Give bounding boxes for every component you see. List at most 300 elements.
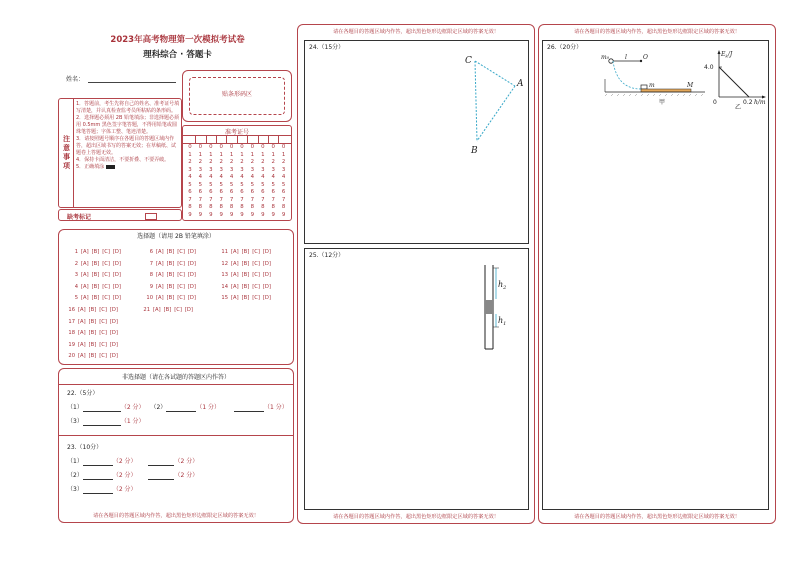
- label-o: O: [643, 54, 648, 61]
- question-number: 16: [68, 307, 75, 313]
- filled-sample-icon: [106, 165, 115, 169]
- exam-id-digit-bubble[interactable]: 9: [271, 211, 275, 218]
- question-number: 14: [221, 283, 228, 290]
- question-number: 7: [149, 260, 153, 267]
- question-number: 12: [221, 260, 228, 267]
- x-origin-label: 0: [713, 99, 717, 106]
- answer-bubble[interactable]: [D]: [187, 283, 196, 290]
- label-m: m: [649, 82, 655, 89]
- q22-blank[interactable]: [83, 405, 121, 412]
- barcode-area: [182, 70, 292, 122]
- answer-bubble[interactable]: [B]: [88, 318, 97, 325]
- question-number: 2: [74, 260, 78, 267]
- answer-bubble[interactable]: [B]: [91, 295, 100, 301]
- q22-blank[interactable]: [234, 405, 264, 412]
- answer-bubble[interactable]: [C]: [177, 283, 185, 290]
- answer-bubble[interactable]: [B]: [88, 341, 97, 348]
- swing-arc: [613, 61, 641, 89]
- answer-bubble[interactable]: [C]: [177, 272, 185, 278]
- choice-question-row: [66, 342, 118, 348]
- choice-question-row: [144, 261, 196, 267]
- answer-bubble[interactable]: [C]: [102, 295, 110, 301]
- answer-bubble[interactable]: [C]: [99, 307, 107, 313]
- question-number: 10: [146, 295, 153, 301]
- exam-id-digit-bubble[interactable]: 6: [250, 189, 255, 195]
- answer-bubble[interactable]: [C]: [174, 307, 182, 313]
- notice-item: 3．请按照题号顺序在各题目的答题区域内作答，超出区域书写的答案无效；在草稿纸、试题卷上答题无效。: [76, 136, 177, 156]
- answer-bubble[interactable]: [A]: [81, 272, 89, 278]
- exam-id-digit-bubble[interactable]: 6: [219, 189, 223, 195]
- answer-bubble[interactable]: [C]: [177, 295, 185, 301]
- q26-fig2-graph: [703, 47, 769, 109]
- answer-bubble[interactable]: [B]: [241, 283, 250, 290]
- exam-id-column: [196, 144, 204, 219]
- exam-id-digit-bubble[interactable]: 5: [229, 181, 234, 188]
- name-field[interactable]: [88, 82, 176, 83]
- answer-bubble[interactable]: [B]: [88, 307, 97, 313]
- exam-id-digit-bubble[interactable]: 2: [271, 159, 275, 165]
- exam-id-digit-bubble[interactable]: 6: [229, 189, 234, 195]
- exam-id-digit-bubble[interactable]: 4: [229, 174, 234, 180]
- exam-id-digit-bubble[interactable]: 1: [209, 151, 213, 158]
- question-number: 20: [68, 353, 75, 359]
- nonchoice-title: 非选择题（请在各试题的答题区内作答）: [121, 374, 230, 381]
- exam-id-digit-bubble[interactable]: 0: [240, 144, 244, 150]
- exam-id-digit-bubble[interactable]: 0: [198, 144, 203, 150]
- exam-id-digit-bubble[interactable]: 1: [229, 151, 234, 158]
- exam-id-digit-bubble[interactable]: 1: [271, 151, 275, 158]
- exam-id-digit-bubble[interactable]: 0: [188, 144, 192, 150]
- exam-id-digit-bubble[interactable]: 9: [261, 211, 265, 218]
- choice-question-row: [144, 249, 196, 255]
- question-number: 11: [221, 249, 228, 255]
- triangle-edge-cb: [475, 61, 477, 141]
- answer-bubble[interactable]: [A]: [231, 249, 239, 255]
- answer-bubble[interactable]: [B]: [241, 272, 250, 278]
- exam-id-digit-bubble[interactable]: 0: [281, 144, 286, 150]
- exam-id-digit-bubble[interactable]: 9: [209, 211, 213, 218]
- question-number: 9: [149, 283, 153, 290]
- answer-bubble[interactable]: [D]: [112, 260, 121, 267]
- exam-id-digit-bubble[interactable]: 4: [240, 174, 244, 180]
- exam-id-digit-bubble[interactable]: 2: [209, 159, 213, 165]
- exam-id-digit-bubble[interactable]: 6: [240, 189, 244, 195]
- exam-id-digit-bubble[interactable]: 9: [281, 211, 286, 218]
- answer-bubble[interactable]: [A]: [78, 353, 86, 359]
- answer-bubble[interactable]: [B]: [166, 272, 175, 278]
- answer-bubble[interactable]: [B]: [91, 260, 100, 267]
- answer-bubble[interactable]: [A]: [231, 283, 239, 290]
- exam-id-digit-bubble[interactable]: 5: [261, 181, 265, 188]
- exam-id-digit-bubble[interactable]: 7: [240, 196, 244, 203]
- exam-id-digit-bubble[interactable]: 8: [198, 204, 203, 210]
- exam-id-digit-bubble[interactable]: 1: [198, 151, 203, 158]
- question-number: 17: [68, 318, 75, 325]
- answer-bubble[interactable]: [A]: [153, 307, 161, 313]
- question-number: 18: [68, 330, 75, 336]
- exam-id-digit-bubble[interactable]: 1: [219, 151, 223, 158]
- exam-id-digit-bubble[interactable]: 0: [209, 144, 213, 150]
- answer-bubble[interactable]: [D]: [262, 260, 271, 267]
- answer-bubble[interactable]: [B]: [241, 249, 250, 255]
- exam-id-label: 准考证号: [224, 129, 249, 136]
- q24-answer-area[interactable]: [304, 40, 529, 244]
- choice-question-row: [219, 284, 271, 290]
- exam-id-digit-bubble[interactable]: 3: [250, 166, 255, 173]
- q23-row3: （3） （2 分）: [67, 486, 137, 493]
- exam-id-digit-bubble[interactable]: 5: [281, 181, 286, 188]
- label-l: l: [625, 54, 627, 61]
- exam-id-digit-bubble[interactable]: 4: [209, 174, 213, 180]
- answer-bubble[interactable]: [A]: [81, 283, 89, 290]
- exam-id-digit-bubble[interactable]: 5: [250, 181, 255, 188]
- y-axis-label: $E_k/J$: [721, 51, 733, 59]
- answer-bubble[interactable]: [C]: [252, 249, 260, 255]
- exam-id-digit-bubble[interactable]: 2: [188, 159, 192, 165]
- answer-bubble[interactable]: [C]: [102, 283, 110, 290]
- answer-bubble[interactable]: [C]: [252, 260, 260, 267]
- exam-id-column: [248, 144, 256, 219]
- board-M: [641, 89, 691, 92]
- answer-bubble[interactable]: [C]: [99, 330, 107, 336]
- answer-bubble[interactable]: [C]: [177, 249, 185, 255]
- exam-id-digit-bubble[interactable]: 3: [240, 166, 244, 173]
- exam-id-digit-bubble[interactable]: 1: [188, 151, 192, 158]
- q22-row1: （1） （2 分） （2） （1 分） （1 分）: [67, 404, 288, 411]
- exam-id-digit-bubble[interactable]: 6: [261, 189, 265, 195]
- exam-id-digit-bubble[interactable]: 5: [209, 181, 213, 188]
- page-title: 2023年高考物理第一次模拟考试卷: [110, 35, 245, 45]
- question-number: 13: [221, 272, 228, 278]
- exam-id-digit-bubble[interactable]: 7: [271, 196, 275, 203]
- exam-id-box: [182, 125, 292, 221]
- exam-id-digit-bubble[interactable]: 5: [198, 181, 203, 188]
- answer-bubble[interactable]: [A]: [78, 341, 86, 348]
- y-tick-label: 4.0: [704, 64, 714, 71]
- choice-question-row: [69, 295, 121, 301]
- q22-blank[interactable]: [83, 419, 121, 426]
- answer-bubble[interactable]: [B]: [166, 249, 175, 255]
- choice-question-row: [66, 330, 118, 336]
- notice-box: [58, 98, 182, 208]
- answer-bubble[interactable]: [A]: [156, 260, 164, 267]
- exam-id-column: [259, 144, 267, 219]
- exam-id-column: [207, 144, 215, 219]
- answer-bubble[interactable]: [A]: [78, 330, 86, 336]
- answer-bubble[interactable]: [D]: [109, 341, 118, 348]
- answer-bubble[interactable]: [D]: [112, 283, 121, 290]
- question-number: 1: [74, 249, 78, 255]
- answer-bubble[interactable]: [C]: [102, 272, 110, 278]
- exam-id-digit-bubble[interactable]: 3: [281, 166, 286, 173]
- exam-id-digit-bubble[interactable]: 8: [209, 204, 213, 210]
- answer-bubble[interactable]: [A]: [81, 249, 89, 255]
- exam-id-digit-bubble[interactable]: 9: [188, 211, 192, 218]
- answer-bubble[interactable]: [D]: [112, 295, 121, 301]
- exam-id-digit-bubble[interactable]: 8: [229, 204, 234, 210]
- notice-item: 4．保持卡面清洁，不要折叠、不要弄破。: [76, 157, 170, 163]
- exam-id-digit-bubble[interactable]: 7: [219, 196, 223, 203]
- exam-id-column: [217, 144, 225, 219]
- question-number: 15: [221, 295, 228, 301]
- answer-bubble[interactable]: [A]: [156, 295, 164, 301]
- exam-id-digit-bubble[interactable]: 2: [240, 159, 244, 165]
- exam-id-digit-bubble[interactable]: 7: [261, 196, 265, 203]
- exam-id-digit-bubble[interactable]: 2: [219, 159, 223, 165]
- exam-id-digit-bubble[interactable]: 4: [219, 174, 223, 180]
- question-number: 21: [143, 307, 150, 313]
- answer-bubble[interactable]: [C]: [102, 249, 110, 255]
- point-a-label: A: [517, 79, 524, 89]
- answer-bubble[interactable]: [D]: [184, 307, 193, 313]
- exam-id-digit-bubble[interactable]: 3: [198, 166, 203, 173]
- exam-id-digit-bubble[interactable]: 7: [281, 196, 286, 203]
- exam-id-digit-bubble[interactable]: 7: [229, 196, 234, 203]
- answer-bubble[interactable]: [C]: [252, 295, 260, 301]
- question-number: 8: [149, 272, 153, 278]
- answer-bubble[interactable]: [B]: [166, 295, 175, 301]
- exam-id-digit-bubble[interactable]: 2: [198, 159, 203, 165]
- choice-question-row: [219, 249, 271, 255]
- exam-id-digit-bubble[interactable]: 8: [281, 204, 286, 210]
- exam-id-digit-bubble[interactable]: 7: [188, 196, 192, 203]
- exam-id-digit-bubble[interactable]: 7: [209, 196, 213, 203]
- point-b-label: B: [471, 146, 478, 156]
- exam-id-digit-bubble[interactable]: 9: [229, 211, 234, 218]
- exam-id-digit-bubble[interactable]: 5: [219, 181, 223, 188]
- notice-item: 1．答题前，考生先将自己的姓名、准考证号填写清楚，并认真检查监考员所粘贴的条形码。: [76, 101, 180, 114]
- notice-item: 2．选择题必须用 2B 铅笔填涂；非选择题必须用 0.5mm 黑色签字笔答题，不得用铅笔或圆珠笔答题；字体工整、笔迹清楚。: [76, 115, 179, 135]
- page-subtitle: 理科综合 · 答题卡: [143, 50, 212, 60]
- exam-id-digit-bubble[interactable]: 4: [281, 174, 286, 180]
- q26-answer-area[interactable]: [542, 40, 769, 510]
- exam-id-digit-bubble[interactable]: 1: [281, 151, 286, 158]
- x-tick-label: 0.2: [743, 99, 753, 106]
- answer-bubble[interactable]: [A]: [156, 272, 164, 278]
- exam-id-digit-bubble[interactable]: 3: [271, 166, 275, 173]
- exam-id-digit-bubble[interactable]: 6: [271, 189, 275, 195]
- q23-blank[interactable]: [83, 473, 113, 480]
- exam-id-digit-bubble[interactable]: 2: [229, 159, 234, 165]
- ek-line: [719, 67, 749, 97]
- answer-bubble[interactable]: [D]: [109, 318, 118, 325]
- absent-box: [58, 209, 182, 221]
- exam-id-digit-bubble[interactable]: 7: [198, 196, 203, 203]
- exam-id-digit-bubble[interactable]: 6: [209, 189, 213, 195]
- block-m: [641, 85, 647, 89]
- choice-question-row: [144, 284, 196, 290]
- name-label: 姓名：: [66, 76, 85, 83]
- answer-bubble[interactable]: [B]: [88, 330, 97, 336]
- answer-bubble[interactable]: [D]: [112, 272, 121, 278]
- q24-label: 24.（15分）: [309, 44, 345, 51]
- exam-id-digit-bubble[interactable]: 7: [250, 196, 255, 203]
- q22-blank[interactable]: [166, 405, 196, 412]
- choice-section: [58, 229, 294, 365]
- q23-row1: （1） （2 分） （2 分）: [67, 458, 199, 465]
- q23-row2: （2） （2 分） （2 分）: [67, 472, 199, 479]
- nonchoice-section: [58, 368, 294, 523]
- choice-question-row: [69, 261, 121, 267]
- answer-bubble[interactable]: [D]: [262, 272, 271, 278]
- answer-bubble[interactable]: [B]: [91, 272, 100, 278]
- exam-id-digit-bubble[interactable]: 8: [250, 204, 255, 210]
- q22-label: 22.（5分）: [67, 390, 99, 397]
- exam-id-grid[interactable]: [186, 144, 290, 220]
- answer-bubble[interactable]: [B]: [241, 260, 250, 267]
- exam-id-digit-bubble[interactable]: 3: [219, 166, 223, 173]
- h2-label: $h_2$: [498, 280, 507, 291]
- exam-id-digit-bubble[interactable]: 0: [271, 144, 275, 150]
- answer-bubble[interactable]: [A]: [156, 249, 164, 255]
- exam-id-column: [228, 144, 236, 219]
- q23-blank[interactable]: [148, 459, 174, 466]
- absent-checkbox[interactable]: [145, 213, 157, 220]
- q23-label: 23.（10分）: [67, 444, 103, 451]
- answer-bubble[interactable]: [B]: [241, 295, 250, 301]
- answer-bubble[interactable]: [A]: [156, 283, 164, 290]
- warning-text: 请在各题目的答题区域内作答，超出黑色矩形边框限定区域的答案无效！: [92, 513, 259, 519]
- exam-id-digit-bubble[interactable]: 5: [271, 181, 275, 188]
- answer-bubble[interactable]: [D]: [187, 249, 196, 255]
- exam-id-digit-bubble[interactable]: 4: [198, 174, 203, 180]
- answer-bubble[interactable]: [A]: [231, 260, 239, 267]
- q23-blank[interactable]: [148, 473, 174, 480]
- exam-id-column: [280, 144, 288, 219]
- choice-question-row: [66, 353, 118, 359]
- exam-id-digit-bubble[interactable]: 9: [198, 211, 203, 218]
- exam-id-digit-bubble[interactable]: 8: [219, 204, 223, 210]
- exam-id-digit-bubble[interactable]: 4: [250, 174, 255, 180]
- exam-id-digit-bubble[interactable]: 4: [188, 174, 192, 180]
- answer-bubble[interactable]: [C]: [99, 341, 107, 348]
- question-number: 3: [74, 272, 78, 278]
- q26-label: 26.（20分）: [547, 44, 583, 51]
- exam-id-digit-bubble[interactable]: 0: [229, 144, 234, 150]
- answer-bubble[interactable]: [A]: [78, 318, 86, 325]
- exam-id-digit-bubble[interactable]: 6: [198, 189, 203, 195]
- answer-bubble[interactable]: [C]: [252, 272, 260, 278]
- answer-bubble[interactable]: [D]: [109, 353, 118, 359]
- exam-id-digit-bubble[interactable]: 5: [240, 181, 244, 188]
- warning-text: 请在各题目的答题区域内作答，超出黑色矩形边框限定区域的答案无效！: [332, 29, 499, 35]
- answer-bubble[interactable]: [C]: [99, 353, 107, 359]
- choice-question-row: [219, 295, 271, 301]
- q26-fig1-diagram: [601, 49, 709, 109]
- q23-blank[interactable]: [83, 487, 113, 494]
- answer-bubble[interactable]: [D]: [262, 295, 271, 301]
- answer-bubble[interactable]: [B]: [91, 283, 100, 290]
- answer-bubble[interactable]: [D]: [187, 295, 196, 301]
- pivot-o: [640, 60, 642, 62]
- q25-label: 25.（12分）: [309, 252, 345, 259]
- answer-bubble[interactable]: [C]: [102, 260, 110, 267]
- exam-id-digit-bubble[interactable]: 2: [250, 159, 255, 165]
- exam-id-digit-bubble[interactable]: 3: [188, 166, 192, 173]
- exam-id-digit-bubble[interactable]: 8: [271, 204, 275, 210]
- answer-bubble[interactable]: [A]: [78, 307, 86, 313]
- answer-bubble[interactable]: [D]: [187, 260, 196, 267]
- answer-bubble[interactable]: [A]: [231, 295, 239, 301]
- label-M: M: [687, 82, 694, 89]
- exam-id-digit-bubble[interactable]: 1: [250, 151, 255, 158]
- triangle-edge-ab: [477, 86, 515, 141]
- choice-question-row: [66, 307, 118, 313]
- exam-id-digit-bubble[interactable]: 9: [240, 211, 244, 218]
- exam-id-digit-bubble[interactable]: 9: [250, 211, 255, 218]
- choice-question-row: [144, 272, 196, 278]
- answer-bubble[interactable]: [C]: [177, 260, 185, 267]
- answer-bubble[interactable]: [A]: [231, 272, 239, 278]
- exam-id-digit-bubble[interactable]: 0: [250, 144, 255, 150]
- exam-id-digit-bubble[interactable]: 6: [281, 189, 286, 195]
- choice-question-row: [219, 261, 271, 267]
- question-number: 19: [68, 341, 75, 348]
- exam-id-digit-bubble[interactable]: 6: [188, 189, 192, 195]
- warning-text: 请在各题目的答题区域内作答，超出黑色矩形边框限定区域的答案无效！: [573, 514, 740, 520]
- exam-id-digit-bubble[interactable]: 8: [188, 204, 192, 210]
- exam-id-digit-bubble[interactable]: 4: [271, 174, 275, 180]
- notice-item: 5．正确填涂: [76, 164, 180, 171]
- answer-bubble[interactable]: [B]: [163, 307, 172, 313]
- exam-id-digit-bubble[interactable]: 1: [261, 151, 265, 158]
- exam-id-column: [186, 144, 194, 219]
- exam-id-digit-bubble[interactable]: 5: [188, 181, 192, 188]
- exam-id-digit-bubble[interactable]: 0: [261, 144, 265, 150]
- choice-question-row: [69, 272, 121, 278]
- answer-bubble[interactable]: [B]: [166, 283, 175, 290]
- exam-id-digit-bubble[interactable]: 8: [261, 204, 265, 210]
- warning-text: 请在各题目的答题区域内作答，超出黑色矩形边框限定区域的答案无效！: [332, 514, 499, 520]
- answer-bubble[interactable]: [B]: [91, 249, 100, 255]
- choice-question-row: [144, 295, 196, 301]
- exam-id-digit-bubble[interactable]: 9: [219, 211, 223, 218]
- exam-id-digit-bubble[interactable]: 1: [240, 151, 244, 158]
- exam-id-digit-bubble[interactable]: 8: [240, 204, 244, 210]
- choice-title: 选择题（请用 2B 铅笔填涂）: [137, 233, 215, 240]
- answer-bubble[interactable]: [C]: [99, 318, 107, 325]
- exam-id-digit-bubble[interactable]: 2: [261, 159, 265, 165]
- exam-id-digit-bubble[interactable]: 3: [209, 166, 213, 173]
- answer-bubble[interactable]: [D]: [109, 330, 118, 336]
- label-m0: m₀: [601, 54, 610, 61]
- fig1-caption: 甲: [659, 99, 666, 106]
- q23-blank[interactable]: [83, 459, 113, 466]
- answer-bubble[interactable]: [B]: [166, 260, 175, 267]
- triangle-edge-ca: [475, 61, 515, 86]
- ball-m0: [609, 59, 613, 63]
- exam-id-digit-bubble[interactable]: 4: [261, 174, 265, 180]
- exam-id-digit-bubble[interactable]: 3: [229, 166, 234, 173]
- exam-id-digit-bubble[interactable]: 2: [281, 159, 286, 165]
- answer-bubble[interactable]: [D]: [112, 249, 121, 255]
- answer-bubble[interactable]: [A]: [81, 295, 89, 301]
- exam-id-digit-bubble[interactable]: 3: [261, 166, 265, 173]
- exam-id-digit-bubble[interactable]: 0: [219, 144, 223, 150]
- choice-question-row: [69, 284, 121, 290]
- answer-bubble[interactable]: [C]: [252, 283, 260, 290]
- h1-label: $h_1$: [498, 316, 507, 327]
- question-number: 6: [149, 249, 153, 255]
- answer-bubble[interactable]: [B]: [88, 353, 97, 359]
- q25-answer-area[interactable]: [304, 248, 529, 510]
- answer-bubble[interactable]: [A]: [81, 260, 89, 267]
- question-number: 4: [74, 283, 78, 290]
- answer-bubble[interactable]: [D]: [109, 307, 118, 313]
- answer-bubble[interactable]: [D]: [262, 283, 271, 290]
- answer-bubble[interactable]: [D]: [262, 249, 271, 255]
- answer-bubble[interactable]: [D]: [187, 272, 196, 278]
